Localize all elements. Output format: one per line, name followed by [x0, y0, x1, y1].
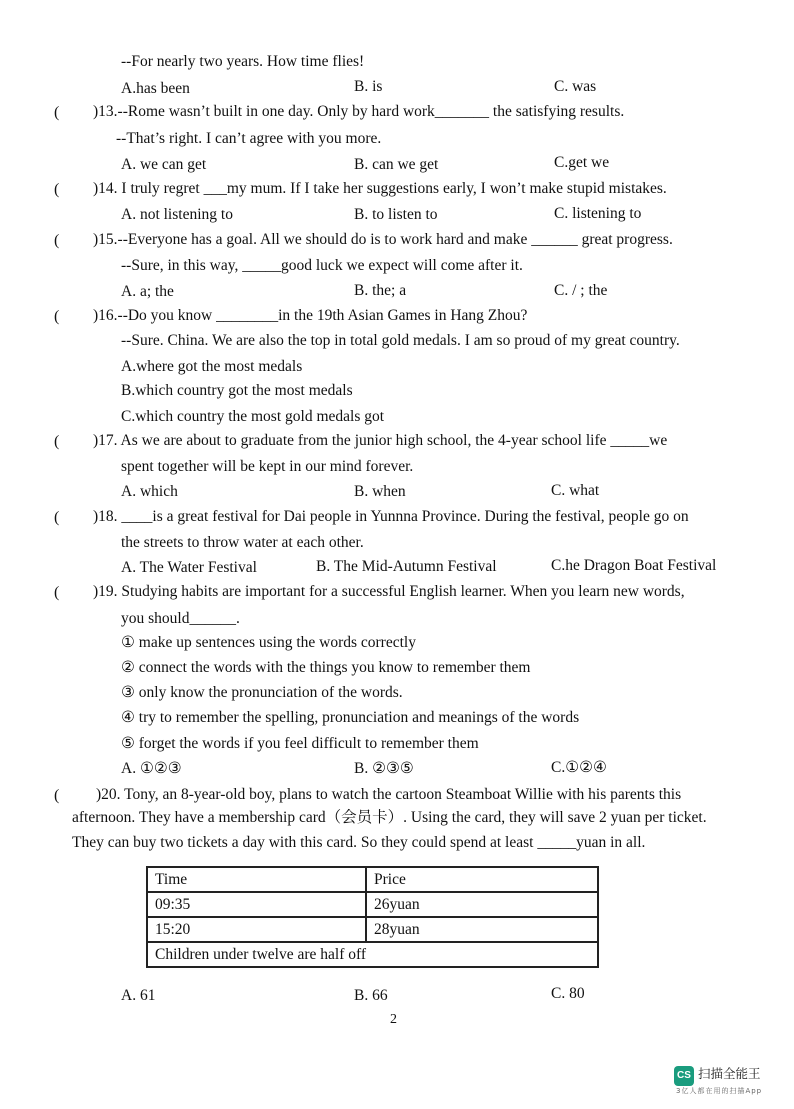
q18-stem: )18. ____is a great festival for Dai people in Yunnna Province. During the festival, people go on	[93, 508, 689, 525]
table-header-row	[147, 867, 598, 892]
q14-stem: )14. I truly regret ___my mum. If I take her suggestions early, I won’t make stupid mistakes.	[93, 180, 667, 197]
q13-option-a: A. we can get	[121, 156, 207, 173]
q19-item-1: ① make up sentences using the words correctly	[121, 634, 416, 651]
q12-option-b: B. is	[354, 78, 383, 95]
q17-option-c: C. what	[551, 482, 600, 499]
answer-paren: (	[54, 104, 60, 121]
page-number: 2	[390, 1012, 397, 1027]
answer-paren: (	[54, 787, 60, 804]
answer-paren: (	[54, 509, 60, 526]
q13-stem: )13.--Rome wasn’t built in one day. Only by hard work_______ the satisfying results.	[93, 103, 625, 120]
q15-option-a: A. a; the	[121, 283, 174, 300]
q20-stem: )20. Tony, an 8-year-old boy, plans to watch the cartoon Steamboat Willie with his parents this	[96, 786, 682, 803]
table-header-price: Price	[366, 867, 598, 892]
q12-option-a: A.has been	[121, 80, 190, 97]
q20-option-b: B. 66	[354, 987, 388, 1004]
q16-option-b: B.which country got the most medals	[121, 382, 353, 399]
table-cell-time: 15:20	[147, 917, 366, 942]
table-cell-price: 28yuan	[366, 917, 598, 942]
answer-paren: (	[54, 584, 60, 601]
table-cell-time: 09:35	[147, 892, 366, 917]
table-note-row	[147, 942, 598, 967]
q20-option-a: A. 61	[121, 987, 156, 1004]
q12-option-c: C. was	[554, 78, 597, 95]
q14-option-a: A. not listening to	[121, 206, 233, 223]
q15-stem: )15.--Everyone has a goal. All we should do is to work hard and make ______ great progress.	[93, 231, 673, 248]
table-row	[147, 917, 598, 942]
q16-reply: --Sure. China. We are also the top in total gold medals. I am so proud of my great country.	[121, 332, 680, 349]
table-cell-price: 26yuan	[366, 892, 598, 917]
camscanner-tagline: 3亿人都在用的扫描App	[676, 1087, 763, 1095]
q14-option-b: B. to listen to	[354, 206, 438, 223]
q13-reply: --That’s right. I can’t agree with you more.	[116, 130, 382, 147]
q19-option-c: C.①②④	[551, 759, 607, 776]
q20-option-c: C. 80	[551, 985, 585, 1002]
q15-reply: --Sure, in this way, _____good luck we expect will come after it.	[121, 257, 523, 274]
table-note: Children under twelve are half off	[147, 942, 598, 967]
q18-option-a: A. The Water Festival	[121, 559, 257, 576]
q19-stem: )19. Studying habits are important for a successful English learner. When you learn new words,	[93, 583, 685, 600]
answer-paren: (	[54, 232, 60, 249]
price-table	[146, 866, 599, 968]
q13-option-c: C.get we	[554, 154, 610, 171]
answer-paren: (	[54, 308, 60, 325]
q17-option-b: B. when	[354, 483, 406, 500]
q19-option-b: B. ②③⑤	[354, 760, 414, 777]
q14-option-c: C. listening to	[554, 205, 642, 222]
q12-reply: --For nearly two years. How time flies!	[121, 53, 365, 70]
q19-item-5: ⑤ forget the words if you feel difficult to remember them	[121, 735, 479, 752]
q19-item-3: ③ only know the pronunciation of the words.	[121, 684, 403, 701]
camscanner-name: 扫描全能王	[698, 1066, 761, 1081]
table-header-time: Time	[147, 867, 366, 892]
q18-option-c: C.he Dragon Boat Festival	[551, 557, 717, 574]
q20-stem-cont: afternoon. They have a membership card（会员卡）. Using the card, they will save 2 yuan per ticket.	[72, 809, 707, 826]
q17-stem-cont: spent together will be kept in our mind forever.	[121, 458, 414, 475]
answer-paren: (	[54, 433, 60, 450]
q19-item-4: ④ try to remember the spelling, pronunciation and meanings of the words	[121, 709, 580, 726]
q15-option-c: C. / ; the	[554, 282, 608, 299]
q19-item-2: ② connect the words with the things you know to remember them	[121, 659, 531, 676]
q19-stem-cont: you should______.	[121, 610, 240, 627]
q16-option-a: A.where got the most medals	[121, 358, 303, 375]
q19-option-a: A. ①②③	[121, 760, 182, 777]
table-row	[147, 892, 598, 917]
q18-stem-cont: the streets to throw water at each other.	[121, 534, 364, 551]
q15-option-b: B. the; a	[354, 282, 407, 299]
q17-option-a: A. which	[121, 483, 178, 500]
q20-stem-cont-2: They can buy two tickets a day with this card. So they could spend at least _____yuan in all.	[72, 834, 646, 851]
q18-option-b: B. The Mid-Autumn Festival	[316, 558, 497, 575]
q17-stem: )17. As we are about to graduate from the junior high school, the 4-year school life _____we	[93, 432, 668, 449]
q13-option-b: B. can we get	[354, 156, 439, 173]
camscanner-logo-icon: CS	[674, 1066, 694, 1086]
answer-paren: (	[54, 181, 60, 198]
q16-stem: )16.--Do you know ________in the 19th Asian Games in Hang Zhou?	[93, 307, 528, 324]
q16-option-c: C.which country the most gold medals got	[121, 408, 385, 425]
